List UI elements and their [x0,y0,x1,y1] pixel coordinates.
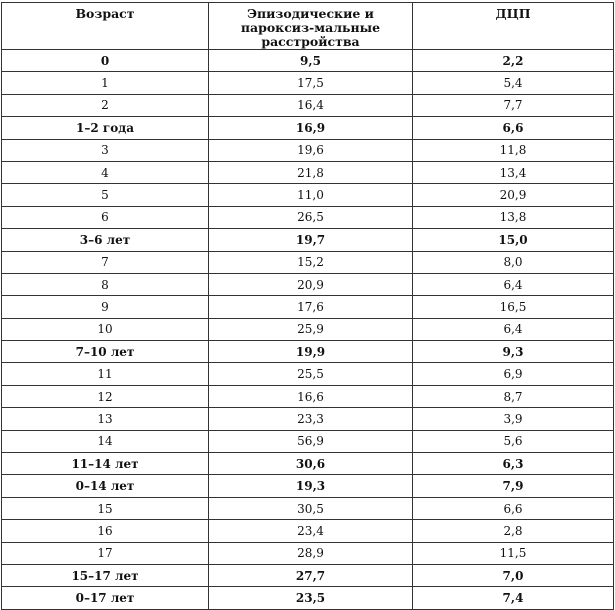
cell-episodic: 15,2 [209,251,413,273]
cell-episodic: 25,5 [209,363,413,385]
table-row [2,542,614,564]
cell-episodic: 27,7 [209,564,413,586]
cell-dcp: 6,3 [413,453,614,475]
table-row [2,385,614,407]
cell-age: 7 [2,251,209,273]
cell-age: 12 [2,385,209,407]
cell-episodic: 21,8 [209,161,413,183]
cell-dcp: 3,9 [413,408,614,430]
cell-age: 16 [2,520,209,542]
table-row [2,430,614,452]
table-row [2,184,614,206]
cell-age: 13 [2,408,209,430]
table-row [2,206,614,228]
cell-episodic: 25,9 [209,318,413,340]
cell-dcp: 7,9 [413,475,614,497]
cell-age: 0–14 лет [2,475,209,497]
cell-episodic: 19,7 [209,229,413,251]
cell-dcp: 6,9 [413,363,614,385]
table-row [2,564,614,586]
cell-dcp: 16,5 [413,296,614,318]
data-table [1,2,614,610]
table-row [2,139,614,161]
cell-episodic: 23,5 [209,587,413,609]
table-row [2,161,614,183]
cell-age: 0 [2,50,209,72]
cell-dcp: 9,3 [413,341,614,363]
cell-age: 15 [2,497,209,519]
header-episodic: Эпизодические и пароксиз-мальные расстройства [209,3,413,50]
table-row [2,520,614,542]
table-row [2,341,614,363]
cell-dcp: 20,9 [413,184,614,206]
cell-episodic: 16,6 [209,385,413,407]
cell-episodic: 17,5 [209,72,413,94]
cell-dcp: 11,5 [413,542,614,564]
cell-dcp: 6,6 [413,497,614,519]
cell-episodic: 19,3 [209,475,413,497]
table-row [2,229,614,251]
cell-dcp: 2,2 [413,50,614,72]
cell-age: 11–14 лет [2,453,209,475]
cell-age: 1–2 года [2,117,209,139]
cell-episodic: 9,5 [209,50,413,72]
cell-episodic: 30,5 [209,497,413,519]
table-row [2,296,614,318]
cell-episodic: 16,4 [209,94,413,116]
cell-episodic: 30,6 [209,453,413,475]
table-row [2,72,614,94]
cell-dcp: 7,0 [413,564,614,586]
table-row [2,94,614,116]
cell-dcp: 11,8 [413,139,614,161]
cell-episodic: 16,9 [209,117,413,139]
table-row [2,408,614,430]
table-row [2,363,614,385]
cell-age: 4 [2,161,209,183]
cell-dcp: 7,7 [413,94,614,116]
table-row [2,318,614,340]
header-age: Возраст [2,3,209,50]
cell-dcp: 8,7 [413,385,614,407]
table-body [2,50,614,610]
table-row [2,251,614,273]
cell-age: 2 [2,94,209,116]
cell-age: 7–10 лет [2,341,209,363]
cell-dcp: 8,0 [413,251,614,273]
cell-episodic: 23,4 [209,520,413,542]
cell-age: 14 [2,430,209,452]
cell-episodic: 19,6 [209,139,413,161]
cell-episodic: 11,0 [209,184,413,206]
cell-age: 10 [2,318,209,340]
table-row [2,50,614,72]
table-row [2,587,614,609]
cell-episodic: 23,3 [209,408,413,430]
cell-age: 11 [2,363,209,385]
cell-age: 1 [2,72,209,94]
cell-dcp: 6,6 [413,117,614,139]
cell-episodic: 19,9 [209,341,413,363]
cell-dcp: 13,8 [413,206,614,228]
cell-dcp: 6,4 [413,318,614,340]
table-row [2,453,614,475]
cell-episodic: 56,9 [209,430,413,452]
table-row [2,497,614,519]
cell-episodic: 17,6 [209,296,413,318]
cell-dcp: 5,4 [413,72,614,94]
table-row [2,475,614,497]
cell-dcp: 15,0 [413,229,614,251]
cell-age: 3–6 лет [2,229,209,251]
cell-age: 3 [2,139,209,161]
cell-dcp: 5,6 [413,430,614,452]
cell-age: 8 [2,273,209,295]
cell-episodic: 20,9 [209,273,413,295]
cell-age: 6 [2,206,209,228]
table-row [2,273,614,295]
cell-age: 9 [2,296,209,318]
cell-dcp: 2,8 [413,520,614,542]
cell-dcp: 7,4 [413,587,614,609]
cell-age: 15–17 лет [2,564,209,586]
table-row [2,117,614,139]
cell-age: 0–17 лет [2,587,209,609]
header-dcp: ДЦП [413,3,614,50]
cell-age: 17 [2,542,209,564]
cell-episodic: 26,5 [209,206,413,228]
cell-age: 5 [2,184,209,206]
cell-dcp: 13,4 [413,161,614,183]
cell-dcp: 6,4 [413,273,614,295]
cell-episodic: 28,9 [209,542,413,564]
header-row [2,3,614,50]
